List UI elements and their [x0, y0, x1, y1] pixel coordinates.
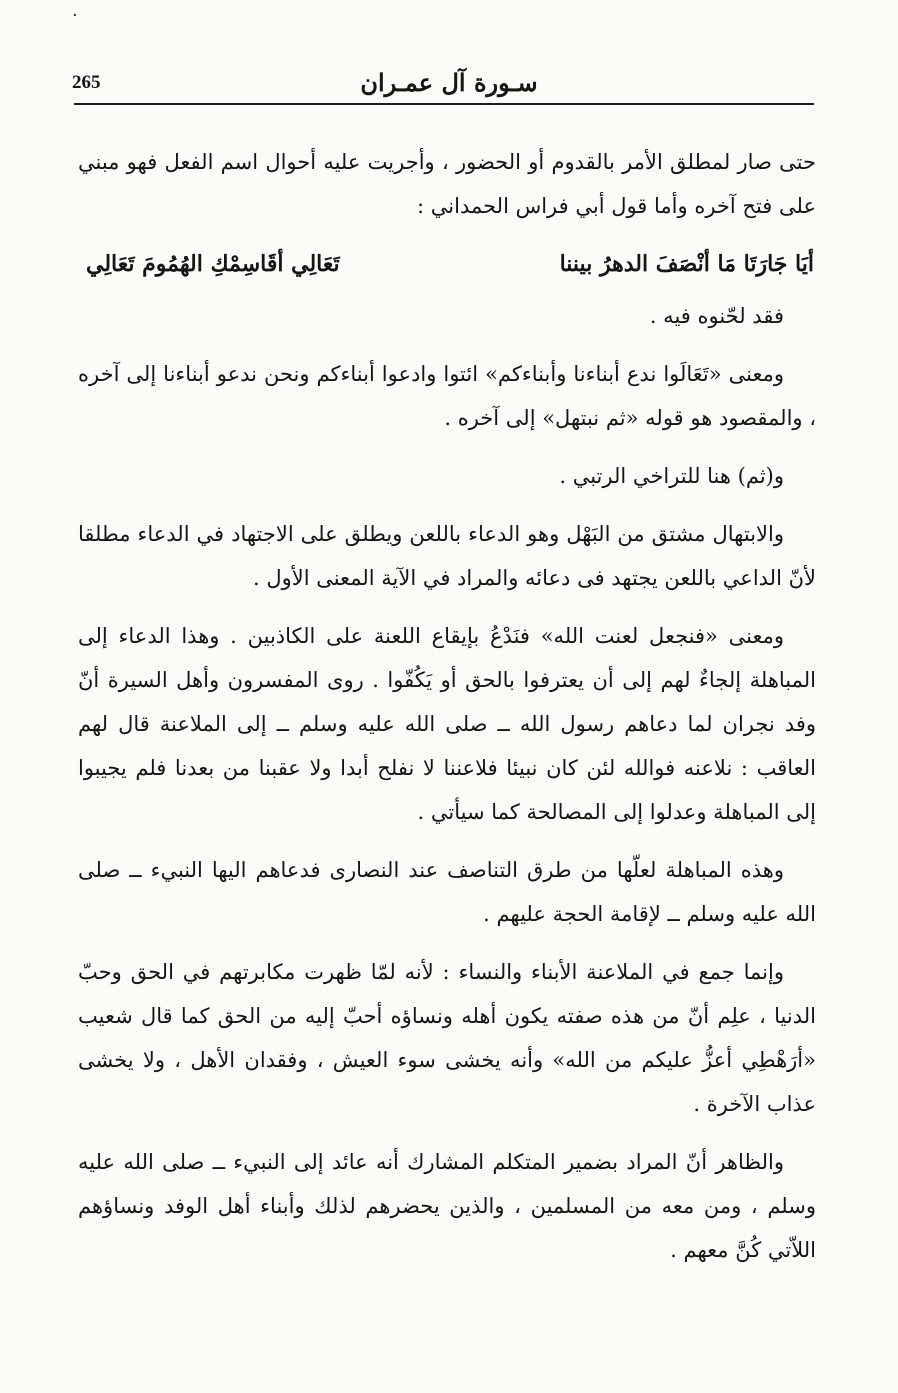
paragraph-2: فقد لحّنوه فيه . [649, 304, 784, 328]
paragraph-4: و(ثم) هنا للتراخي الرتبي . [559, 464, 784, 488]
paragraph-6: ومعنى «فنجعل لعنت الله» فنَدْعُ بإيقاع اللعنة على الكاذبين . وهذا الدعاء إلى المباهلة إلجاءٌ لهم إلى أن يعترفوا بالحق أو يَكُفّوا . روى المفسرون وأهل السيرة أنّ وفد نجران لما دعاهم رسول الله ــ صلى الله عليه وسلم ــ إلى الملاعنة قال لهم العاقب : نلاعنه فوالله لئن كان نبيئا فلاعننا لا نفلح أبدا ولا عقبنا من بعدنا فلم يجيبوا إلى المباهلة وعدلوا إلى المصالحة كما سيأتي . [78, 624, 816, 824]
paragraph-3: ومعنى «تَعَالَوا ندع أبناءنا وأبناءكم» ائتوا وادعوا أبناءكم ونحن ندعو أبناءنا إلى آخره ، والمقصود هو قوله «ثم نبتهل» إلى آخره . [78, 362, 816, 430]
paragraph-8: وإنما جمع في الملاعنة الأبناء والنساء : لأنه لمّا ظهرت مكابرتهم في الحق وحبّ الدنيا ، علِم أنّ من هذه صفته يكون أهله ونساؤه أحبّ إليه من الحق كما قال شعيب «أرَهْطِي أعزُّ عليكم من الله» وأنه يخشى سوء العيش ، وفقدان الأهل ، ولا يخشى عذاب الآخرة . [78, 960, 816, 1116]
running-title: سـورة آل عمـران [360, 68, 538, 97]
page-number: 265 [72, 72, 101, 93]
poetry-verse [78, 242, 816, 286]
paragraph-5: والابتهال مشتق من البَهْل وهو الدعاء باللعن ويطلق على الاجتهاد في الدعاء مطلقا لأنّ الداعي باللعن يجتهد فى دعائه والمراد في الآية المعنى الأول . [78, 522, 816, 590]
verse-first-hemistich: أيَا جَارَتَا مَا أنْصَفَ الدهرُ بيننا [559, 251, 814, 277]
paragraph-9: والظاهر أنّ المراد بضمير المتكلم المشارك أنه عائد إلى النبيء ــ صلى الله عليه وسلم ، ومن معه من المسلمين ، والذين يحضرهم لذلك وأبناء أهل الوفد ونساؤهم اللاّتي كُنَّ معهم . [78, 1150, 816, 1262]
page-body [78, 140, 816, 1286]
paragraph-1: حتى صار لمطلق الأمر بالقدوم أو الحضور ، وأجريت عليه أحوال اسم الفعل فهو مبني على فتح آخره وأما قول أبي فراس الحمداني : [78, 150, 816, 218]
corner-mark: ٠ [70, 4, 80, 25]
header-rule [74, 103, 814, 105]
paragraph-7: وهذه المباهلة لعلّها من طرق التناصف عند النصارى فدعاهم اليها النبيء ــ صلى الله عليه وسلم ــ لإقامة الحجة عليهم . [78, 858, 816, 926]
verse-second-hemistich: تَعَالِي أقَاسِمْكِ الهُمُومَ تَعَالِي [86, 251, 340, 277]
